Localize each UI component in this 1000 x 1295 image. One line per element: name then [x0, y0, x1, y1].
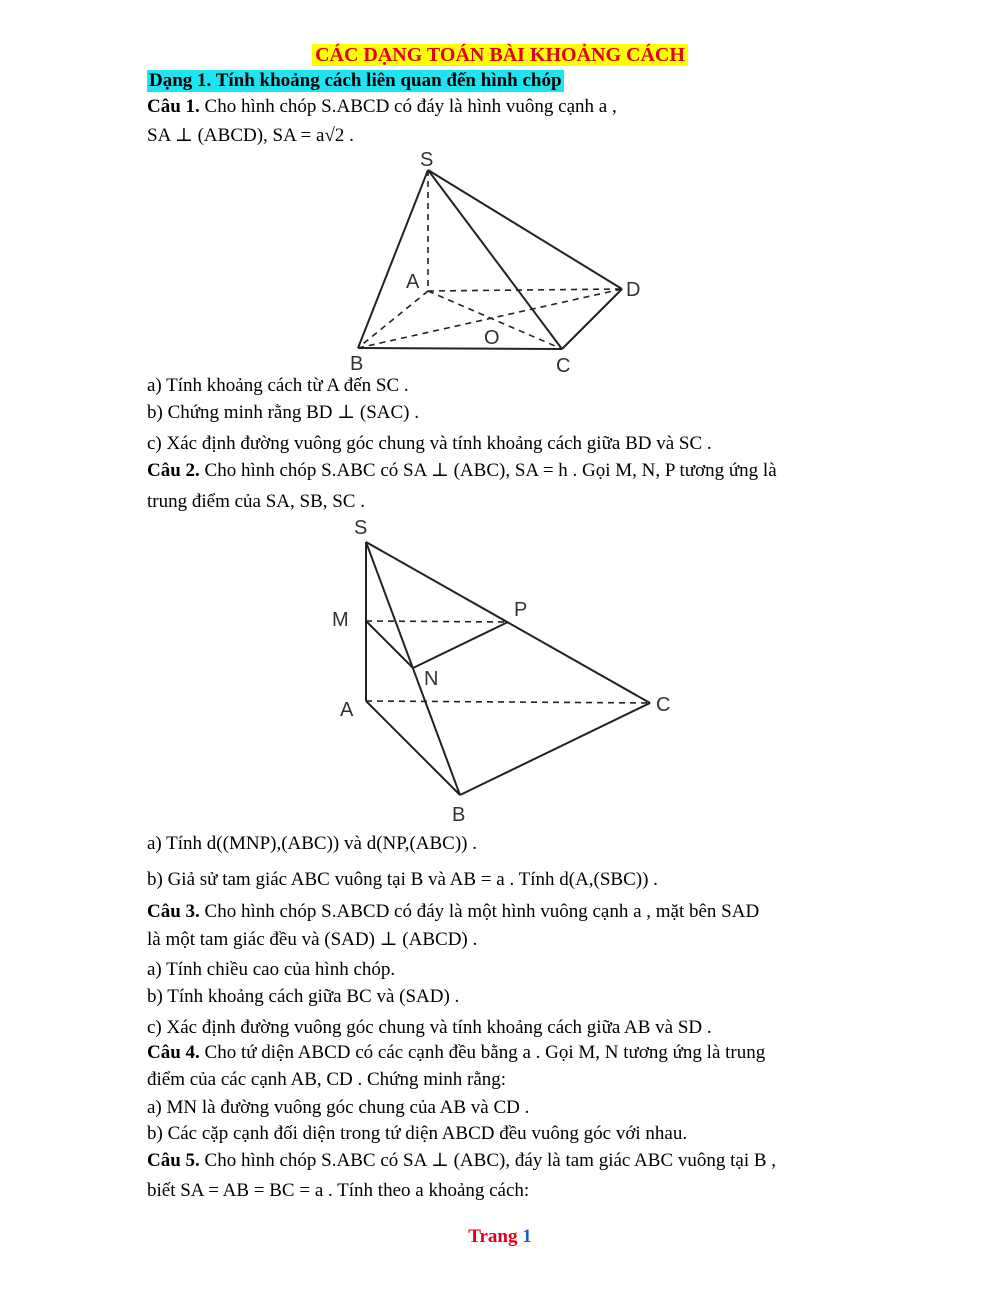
- text-line: b) Tính khoảng cách giữa BC và (SAD) .: [147, 986, 460, 1007]
- text-line: b) Chứng minh rằng BD ⊥ (SAC) .: [147, 402, 419, 423]
- text-line: Câu 4. Cho tứ diện ABCD có các cạnh đều bằng a . Gọi M, N tương ứng là trung: [147, 1042, 766, 1063]
- page-title: CÁC DẠNG TOÁN BÀI KHOẢNG CÁCH: [0, 44, 1000, 67]
- label-p: P: [514, 599, 528, 621]
- text-line: trung điểm của SA, SB, SC .: [147, 491, 365, 512]
- label-a: A: [406, 271, 420, 293]
- text-line: Câu 1. Cho hình chóp S.ABCD có đáy là hình vuông cạnh a ,: [147, 96, 617, 117]
- label-o: O: [484, 327, 500, 349]
- pyramid-figure-2: [320, 512, 680, 832]
- text-line: Câu 5. Cho hình chóp S.ABC có SA ⊥ (ABC), đáy là tam giác ABC vuông tại B ,: [147, 1150, 777, 1171]
- text-line: a) Tính khoảng cách từ A đến SC .: [147, 375, 409, 396]
- text-line: b) Giả sử tam giác ABC vuông tại B và AB = a . Tính d(A,(SBC)) .: [147, 869, 658, 890]
- text-line: c) Xác định đường vuông góc chung và tính khoảng cách giữa BD và SC .: [147, 433, 712, 454]
- text-line: điểm của các cạnh AB, CD . Chứng minh rằng:: [147, 1069, 507, 1090]
- page-number: 1: [522, 1226, 532, 1247]
- label-s: S: [354, 517, 368, 539]
- label-a: A: [340, 699, 354, 721]
- text-line: a) MN là đường vuông góc chung của AB và CD .: [147, 1097, 530, 1118]
- label-b: B: [350, 353, 364, 375]
- text-line: c) Xác định đường vuông góc chung và tính khoảng cách giữa AB và SD .: [147, 1017, 712, 1038]
- section-heading: Dạng 1. Tính khoảng cách liên quan đến hình chóp: [149, 70, 562, 91]
- label-c: C: [656, 694, 671, 716]
- text-line: biết SA = AB = BC = a . Tính theo a khoảng cách:: [147, 1180, 530, 1201]
- text-line: a) Tính chiều cao của hình chóp.: [147, 959, 396, 980]
- text-line: SA ⊥ (ABCD), SA = a√2 .: [147, 125, 354, 146]
- text-line: Câu 2. Cho hình chóp S.ABC có SA ⊥ (ABC), SA = h . Gọi M, N, P tương ứng là: [147, 460, 777, 481]
- label-b: B: [452, 804, 466, 826]
- pyramid-figure-1: [340, 150, 660, 380]
- label-m: M: [332, 609, 349, 631]
- text-line: b) Các cặp cạnh đối diện trong tứ diện ABCD đều vuông góc với nhau.: [147, 1123, 688, 1144]
- footer-word: Trang: [468, 1226, 518, 1247]
- label-d: D: [626, 279, 641, 301]
- label-n: N: [424, 668, 439, 690]
- label-s: S: [420, 150, 434, 171]
- page-footer: [0, 1226, 1000, 1248]
- text-line: là một tam giác đều và (SAD) ⊥ (ABCD) .: [147, 929, 478, 950]
- label-c: C: [556, 355, 571, 377]
- text-line: Câu 3. Cho hình chóp S.ABCD có đáy là một hình vuông cạnh a , mặt bên SAD: [147, 901, 760, 922]
- text-line: a) Tính d((MNP),(ABC)) và d(NP,(ABC)) .: [147, 833, 478, 854]
